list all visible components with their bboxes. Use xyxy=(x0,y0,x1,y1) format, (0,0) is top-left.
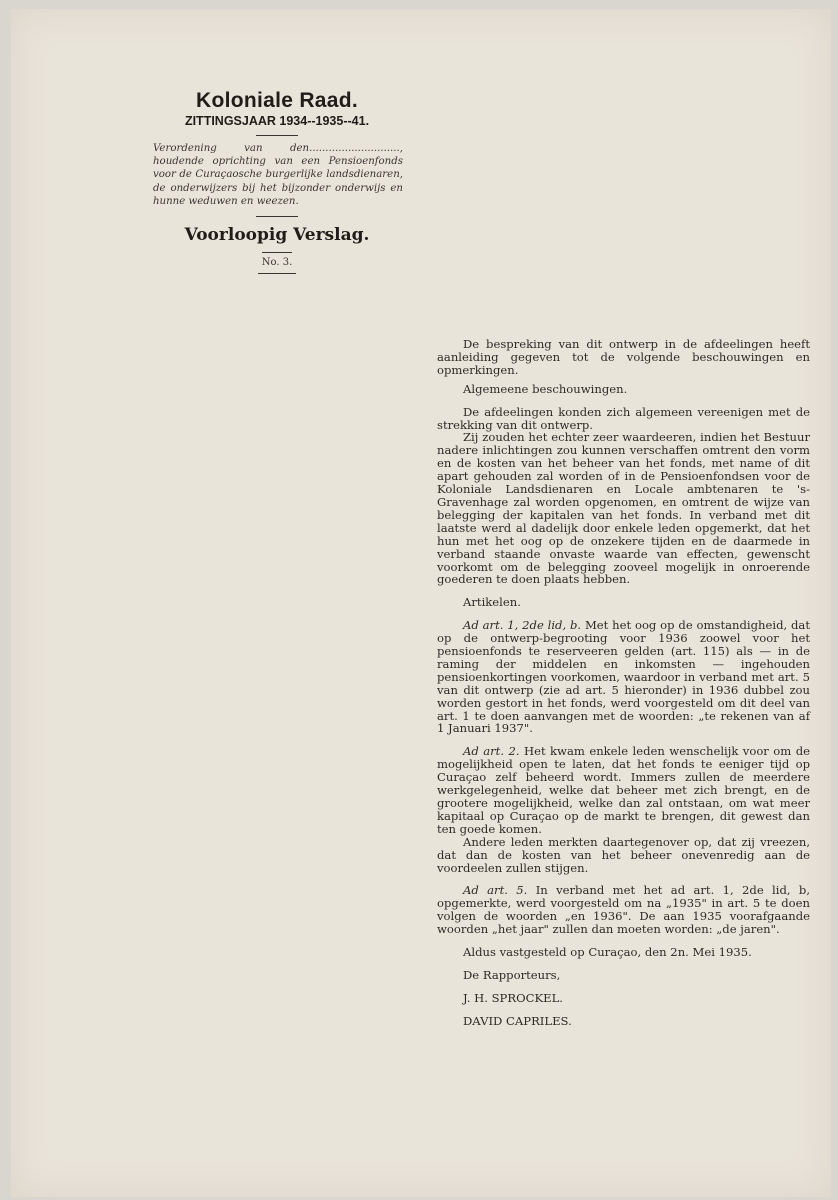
opening-paragraph: De bespreking van dit ontwerp in de afdeelingen heeft aanleiding gegeven tot de volgende beschouwingen en opmerkingen. xyxy=(437,337,810,377)
document-page xyxy=(11,9,831,1197)
ordinance-description: Verordening van den............................, houdende oprichting van een Pensioenfonds voor de Curaçaosche burgerlijke landsdienaren, de onderwijzers bij het bijzonder onderwijs en hunne weduwen en weezen. xyxy=(153,143,403,207)
articles-heading: Artikelen. xyxy=(463,595,521,610)
article-1-label: Ad art. 1, 2de lid, b. xyxy=(463,618,582,633)
divider xyxy=(262,252,292,253)
report-body xyxy=(437,338,810,1028)
general-paragraph-2: Zij zouden het echter zeer waardeeren, indien het Bestuur nadere inlichtingen zou kunnen verschaffen omtrent den vorm en de kosten van het beheer van het fonds, met name of dit apart gehouden zal worden of in de Pensioenfondsen voor de Koloniale Landsdienaren en Locale ambtenaren te 's-Gravenhage zal worden opgenomen, en omtrent de wijze van belegging der kapitalen van het fonds. In verband met dit laatste werd al dadelijk door enkele leden opgemerkt, dat het hun met het oog op de onzekere tijden en de daarmede in verband staande onvaste waarde van effecten, gewenscht voorkomt om de belegging zooveel mogelijk in onroerende goederen te doen plaats hebben. xyxy=(437,430,810,587)
article-5-paragraph xyxy=(437,884,810,936)
session-year: ZITTINGSJAAR 1934--1935--41. xyxy=(184,114,370,128)
council-title: Koloniale Raad. xyxy=(195,89,359,112)
article-5-text: In verband met het ad art. 1, 2de lid, b, opgemerkte, werd voorgesteld om na „1935" in art. 5 te doen volgen de woorden „en 1936". De aan 1935 voorafgaande woorden „het jaar" zullen dan moeten worden: „de jaren". xyxy=(437,883,811,937)
report-number: No. 3. xyxy=(261,257,293,269)
signatory-2: DAVID CAPRILES. xyxy=(463,1013,572,1028)
article-2-label: Ad art. 2. xyxy=(463,744,520,759)
document-header xyxy=(151,89,403,274)
divider xyxy=(256,216,298,217)
report-title: Voorloopig Verslag. xyxy=(184,225,370,246)
divider xyxy=(258,273,296,274)
article-2-text: Het kwam enkele leden wenschelijk voor om de mogelijkheid open te laten, dat het fonds te eeniger tijd op Curaçao zelf beheerd wordt. Immers zullen de meerdere werkgelegenheid, welke dat beheer met zich brengt, en de grootere mogelijkheid, welke dan zal ontstaan, om wat meer kapitaal op Curaçao op de markt te brengen, dit gewest dan ten goede komen. xyxy=(437,744,810,836)
closing-line: Aldus vastgesteld op Curaçao, den 2n. Mei 1935. xyxy=(463,945,752,960)
article-5-label: Ad art. 5. xyxy=(463,883,528,898)
divider xyxy=(256,135,298,136)
article-2-paragraph xyxy=(437,745,810,835)
general-paragraph-1: De afdeelingen konden zich algemeen vereenigen met de strekking van dit ontwerp. xyxy=(437,404,810,432)
article-1-text: Met het oog op de omstandigheid, dat op de ontwerp-begrooting voor 1936 zoowel voor het pensioenfonds te reserveeren gelden (art. 115) als — in de raming der middelen en inkomsten — ingehouden pensioenkortingen voorkomen, waardoor in verband met art. 5 van dit ontwerp (zie ad art. 5 hieronder) in 1936 dubbel zou worden gestort in het fonds, werd voorgesteld om dit deel van art. 1 te doen aanvangen met de woorden: „te rekenen van af 1 Januari 1937". xyxy=(437,618,811,736)
signatory-1: J. H. SPROCKEL. xyxy=(463,990,563,1005)
article-1-paragraph xyxy=(437,619,810,735)
general-heading: Algemeene beschouwingen. xyxy=(463,381,628,396)
article-2-paragraph-2: Andere leden merkten daartegenover op, dat zij vreezen, dat dan de kosten van het beheer onevenredig aan de voordeelen zullen stijgen. xyxy=(437,834,810,875)
signatories-label: De Rapporteurs, xyxy=(463,967,561,982)
